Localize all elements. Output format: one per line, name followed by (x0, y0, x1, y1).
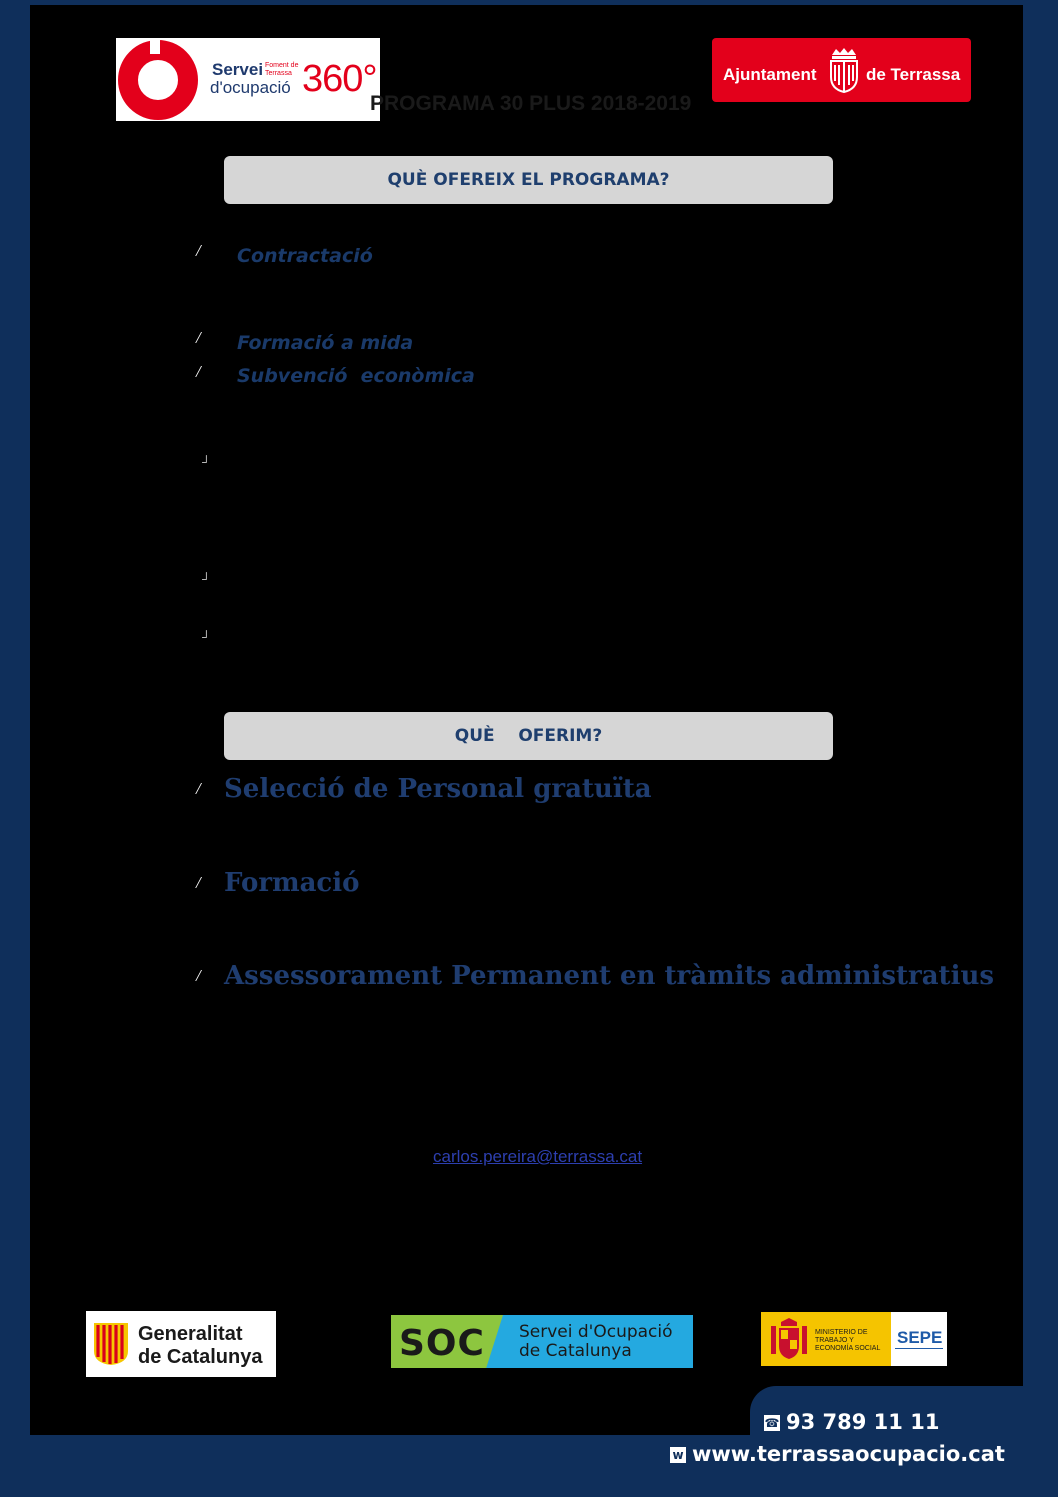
phone-icon: ☎ (764, 1416, 780, 1430)
terrassa-crest-icon (828, 47, 860, 93)
servei-ocupacio-360-logo (116, 38, 380, 121)
soc-line2: de Catalunya (519, 1341, 632, 1361)
contact-email-link[interactable]: carlos.pereira@terrassa.cat (433, 1147, 643, 1166)
service-item-assessorament: Assessorament Permanent en tràmits administratius (224, 961, 994, 991)
list-bullet: / (196, 241, 201, 260)
section-heading-programa: QUÈ OFEREIX EL PROGRAMA? (224, 156, 833, 204)
logo-360-line2: d'ocupació (210, 78, 291, 97)
ministerio-text: MINISTERIO DE TRABAJO Y ECONOMÍA SOCIAL (815, 1329, 881, 1352)
logo-360-line1: Servei (212, 60, 264, 79)
web-icon: w (670, 1447, 686, 1463)
service-item-formacio: Formació (224, 868, 360, 898)
sepe-label: SEPE (897, 1328, 943, 1347)
list-bullet: / (196, 966, 201, 985)
generalitat-line1: Generalitat (138, 1323, 243, 1345)
soc-logo (391, 1315, 693, 1368)
ajuntament-label: Ajuntament (723, 65, 817, 84)
contact-phone (764, 1410, 939, 1434)
ministerio-sepe-logo (761, 1312, 947, 1366)
offer-item-formacio: Formació a mida (237, 332, 414, 354)
contact-web (670, 1442, 1005, 1466)
list-bullet: / (196, 328, 201, 347)
spain-coat-of-arms-icon (769, 1318, 809, 1360)
soc-abbr: SOC (399, 1323, 485, 1364)
ajuntament-terrassa-logo (712, 38, 971, 102)
offer-item-subvencio: Subvenció econòmica (237, 365, 475, 387)
senyera-icon (94, 1323, 128, 1365)
offer-item-contractacio: Contractació (237, 245, 373, 267)
list-bullet: / (196, 362, 201, 381)
logo-360-tagline: Foment de Terrassa (265, 62, 299, 77)
list-bullet: / (196, 779, 201, 798)
document-title: PROGRAMA 30 PLUS 2018-2019 (370, 92, 692, 115)
list-marker: ┘ (202, 572, 211, 586)
soc-line1: Servei d'Ocupació (519, 1322, 673, 1342)
generalitat-line2: de Catalunya (138, 1346, 263, 1368)
list-marker: ┘ (202, 455, 211, 469)
list-marker: ┘ (202, 630, 211, 644)
section-heading-oferim: QUÈ OFERIM? (224, 712, 833, 760)
list-bullet: / (196, 873, 201, 892)
service-item-seleccio: Selecció de Personal gratuïta (224, 774, 652, 804)
website-url[interactable]: www.terrassaocupacio.cat (692, 1442, 1005, 1466)
logo-360-number: 360° (302, 58, 377, 100)
generalitat-logo (86, 1311, 276, 1377)
terrassa-label: de Terrassa (866, 65, 961, 84)
phone-number: 93 789 11 11 (786, 1410, 940, 1434)
